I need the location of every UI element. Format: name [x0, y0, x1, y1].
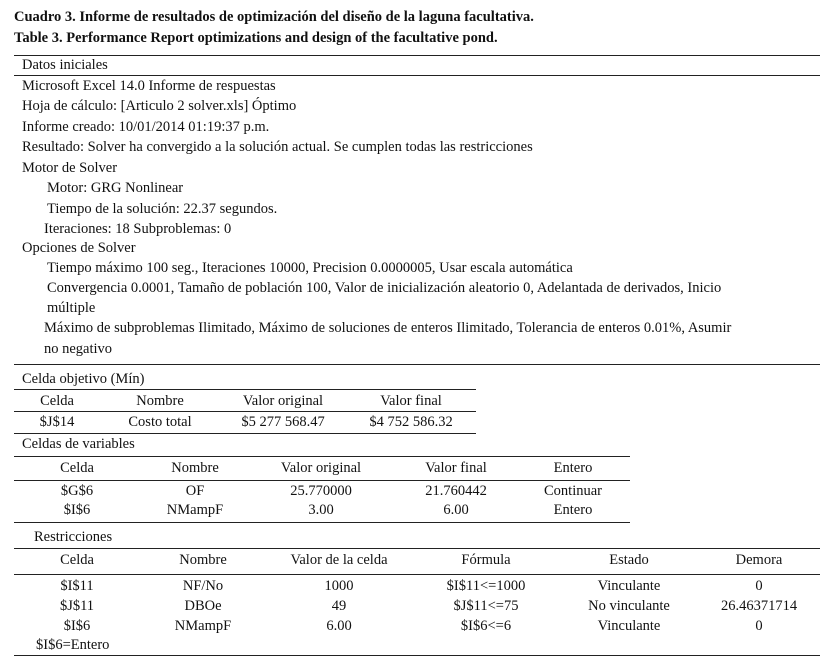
- objective-name: Costo total: [128, 414, 192, 430]
- objective-header-name: Nombre: [136, 393, 184, 409]
- info-line-created: Informe creado: 10/01/2014 01:19:37 p.m.: [22, 119, 270, 135]
- constraints-row-1-slack: 0: [755, 578, 763, 594]
- constraints-row-3-status: Vinculante: [597, 618, 661, 634]
- objective-final: $4 752 586.32: [369, 414, 453, 430]
- variables-header-integer: Entero: [553, 460, 593, 476]
- variables-header-final: Valor final: [425, 460, 487, 476]
- motor-header: Motor de Solver: [22, 160, 118, 176]
- objective-title: Celda objetivo (Mín): [22, 371, 145, 387]
- variables-rule-3: [14, 522, 630, 523]
- constraints-header-cell: Celda: [60, 552, 94, 568]
- variables-rule-2: [14, 480, 630, 481]
- constraints-row-1-value: 1000: [324, 578, 354, 594]
- initial-bottom-rule: [14, 364, 820, 365]
- constraints-row-1-formula: $I$11<=1000: [446, 578, 526, 594]
- objective-rule-2: [14, 411, 476, 412]
- constraints-bottom-rule: [14, 655, 820, 656]
- objective-cell: $J$14: [39, 414, 75, 430]
- constraints-row-3-slack: 0: [755, 618, 763, 634]
- constraints-row-2-cell: $J$11: [59, 598, 95, 614]
- constraints-row-1-status: Vinculante: [597, 578, 661, 594]
- constraints-row-2-name: DBOe: [184, 598, 222, 614]
- caption-spanish: Cuadro 3. Informe de resultados de optimización del diseño de la laguna facultativa.: [14, 9, 534, 25]
- variables-row-2-integer: Entero: [553, 502, 593, 518]
- variables-title: Celdas de variables: [22, 436, 135, 452]
- variables-header-cell: Celda: [60, 460, 94, 476]
- variables-row-2-final: 6.00: [443, 502, 469, 518]
- constraints-row-1-cell: $I$11: [60, 578, 94, 594]
- variables-row-2-name: NMampF: [166, 502, 224, 518]
- motor-line-iterations: Iteraciones: 18 Subproblemas: 0: [44, 221, 232, 237]
- initial-data-header: Datos iniciales: [22, 57, 108, 73]
- constraints-row-3-cell: $I$6: [63, 618, 91, 634]
- objective-header-original: Valor original: [242, 393, 324, 409]
- objective-original: $5 277 568.47: [241, 414, 325, 430]
- options-line-1: Tiempo máximo 100 seg., Iteraciones 10000, Precision 0.0000005, Usar escala automática: [47, 260, 573, 276]
- constraints-title: Restricciones: [34, 529, 113, 545]
- constraints-header-slack: Demora: [735, 552, 783, 568]
- constraints-row-2-value: 49: [331, 598, 347, 614]
- constraints-row-3-name: NMampF: [174, 618, 232, 634]
- constraints-rule-1: [14, 548, 820, 549]
- options-header: Opciones de Solver: [22, 240, 136, 256]
- options-line-3a: Máximo de subproblemas Ilimitado, Máximo de soluciones de enteros Ilimitado, Tolerancia de enteros 0.01%, Asumir: [44, 320, 732, 336]
- constraints-footer: $I$6=Entero: [36, 637, 110, 653]
- constraints-header-formula: Fórmula: [461, 552, 511, 568]
- options-line-2b: múltiple: [47, 300, 96, 316]
- constraints-header-value: Valor de la celda: [290, 552, 388, 568]
- info-line-result: Resultado: Solver ha convergido a la solución actual. Se cumplen todas las restricciones: [22, 139, 533, 155]
- objective-header-cell: Celda: [40, 393, 74, 409]
- variables-rule-1: [14, 456, 630, 457]
- constraints-rule-2: [14, 574, 820, 575]
- variables-row-1-name: OF: [185, 483, 205, 499]
- variables-header-original: Valor original: [280, 460, 362, 476]
- info-line-sheet: Hoja de cálculo: [Articulo 2 solver.xls] Óptimo: [22, 98, 297, 114]
- variables-row-2-cell: $I$6: [63, 502, 91, 518]
- variables-header-name: Nombre: [171, 460, 219, 476]
- objective-rule-3: [14, 433, 476, 434]
- constraints-header-status: Estado: [609, 552, 649, 568]
- constraints-header-name: Nombre: [179, 552, 227, 568]
- constraints-row-1-name: NF/No: [182, 578, 224, 594]
- objective-rule-1: [14, 389, 476, 390]
- variables-row-1-integer: Continuar: [544, 483, 602, 499]
- motor-line-time: Tiempo de la solución: 22.37 segundos.: [47, 201, 278, 217]
- initial-header-rule: [14, 75, 820, 76]
- top-rule: [14, 55, 820, 56]
- variables-row-1-original: 25.770000: [290, 483, 352, 499]
- options-line-3b: no negativo: [44, 341, 113, 357]
- info-line-excel: Microsoft Excel 14.0 Informe de respuestas: [22, 78, 276, 94]
- variables-row-1-cell: $G$6: [60, 483, 94, 499]
- motor-line-engine: Motor: GRG Nonlinear: [47, 180, 184, 196]
- constraints-row-2-formula: $J$11<=75: [453, 598, 519, 614]
- options-line-2a: Convergencia 0.0001, Tamaño de población 100, Valor de inicialización aleatorio 0, Adelantada de derivados, Inicio: [47, 280, 722, 296]
- constraints-row-2-slack: 26.46371714: [720, 598, 798, 614]
- variables-row-1-final: 21.760442: [425, 483, 487, 499]
- caption-english: Table 3. Performance Report optimizations and design of the facultative pond.: [14, 30, 498, 46]
- objective-header-final: Valor final: [380, 393, 442, 409]
- variables-row-2-original: 3.00: [308, 502, 334, 518]
- constraints-row-2-status: No vinculante: [588, 598, 670, 614]
- constraints-row-3-formula: $I$6<=6: [460, 618, 512, 634]
- constraints-row-3-value: 6.00: [326, 618, 352, 634]
